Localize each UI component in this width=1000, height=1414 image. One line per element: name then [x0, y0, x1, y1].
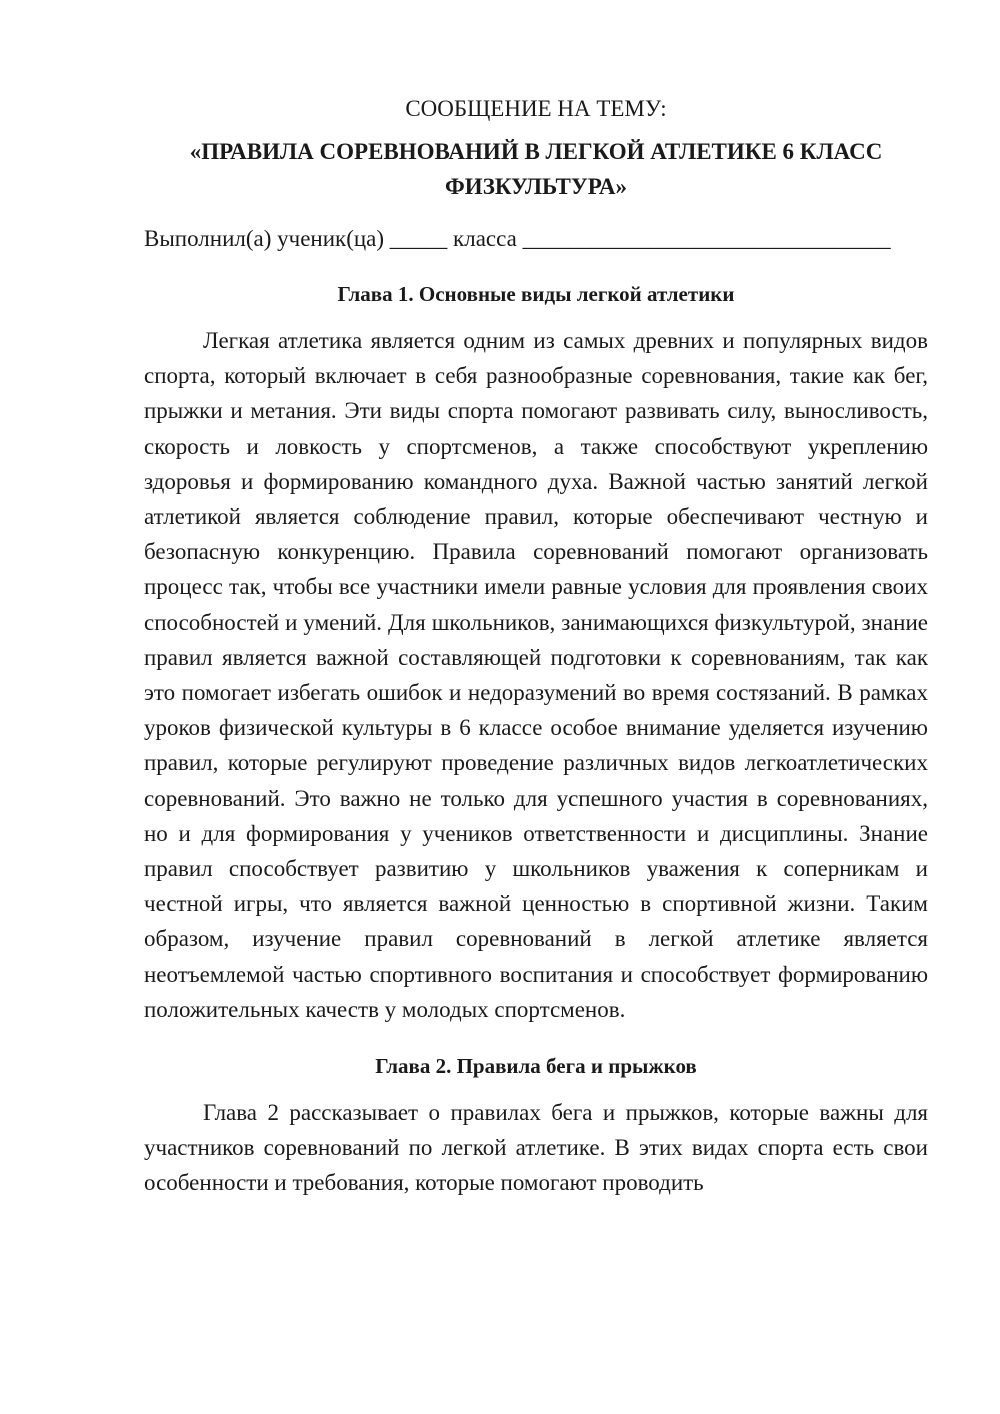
- author-line: Выполнил(а) ученик(ца) _____ класса ________________________________: [144, 226, 891, 251]
- document-title: «ПРАВИЛА СОРЕВНОВАНИЙ В ЛЕГКОЙ АТЛЕТИКЕ 6 КЛАСС ФИЗКУЛЬТУРА»: [189, 139, 883, 199]
- document-kicker: СООБЩЕНИЕ НА ТЕМУ:: [405, 96, 667, 121]
- chapter-2-paragraph: Глава 2 рассказывает о правилах бега и прыжков, которые важны для участников соревнований по легкой атлетике. В этих видах спорта есть свои особенности и требования, которые помогают проводить: [144, 1100, 928, 1196]
- chapter-1-heading: Глава 1. Основные виды легкой атлетики: [337, 282, 735, 306]
- chapter-2-heading: Глава 2. Правила бега и прыжков: [375, 1054, 697, 1079]
- chapter-1-paragraph: Легкая атлетика является одним из самых древних и популярных видов спорта, который включает в себя разнообразные соревнования, такие как бег, прыжки и метания. Эти виды спорта помогают развивать силу, выносливость, скорость и ловкость у спортсменов, а также способствуют укреплению здоровья и формированию командного духа. Важной частью занятий легкой атлетикой является соблюдение правил, которые обеспечивают честную и безопасную конкуренцию. Правила соревнований помогают организовать процесс так, чтобы все участники имели равные условия для проявления своих способностей и умений. Для школьников, занимающихся физкультурой, знание правил является важной составляющей подготовки к соревнованиям, так как это помогает избегать ошибок и недоразумений во время состязаний. В рамках уроков физической культуры в 6 классе особое внимание уделяется изучению правил, которые регулируют проведение различных видов легкоатлетических соревнований. Это важно не только для успешного участия в соревнованиях, но и для формирования у учеников ответственности и дисциплины. Знание правил способствует развитию у школьников уважения к соперникам и честной игры, что является важной ценностью в спортивной жизни. Таким образом, изучение правил соревнований в легкой атлетике является неотъемлемой частью спортивного воспитания и способствует формированию положительных качеств у молодых спортсменов.: [144, 328, 928, 1022]
- document-page: [144, 92, 928, 1201]
